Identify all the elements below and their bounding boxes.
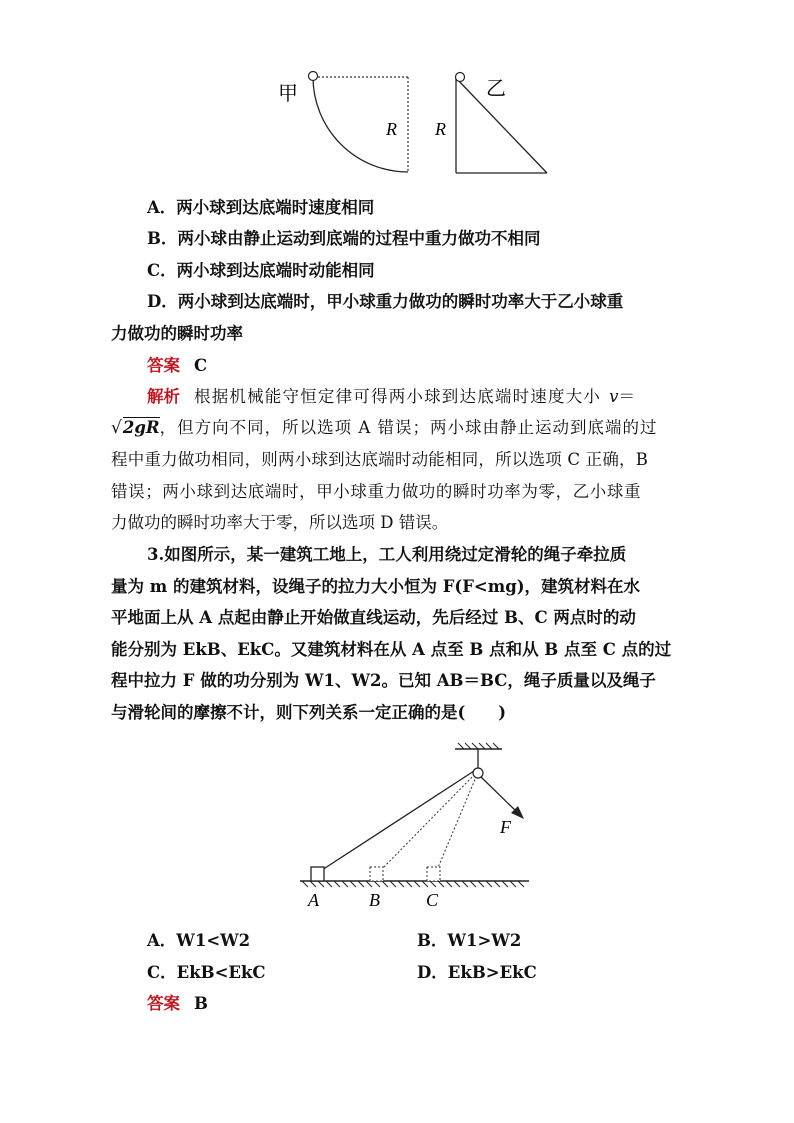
q3-answer <box>147 993 208 1015</box>
q3-stem-line5: 程中拉力 F 做的功分别为 W1、W2。已知 AB＝BC，绳子质量以及绳子 <box>111 671 656 690</box>
analysis-label: 解析 <box>147 387 180 406</box>
answer-value: C <box>194 356 208 375</box>
analysis-text-2: ，但方向不同，所以选项 A 错误；两小球由静止运动到底端的过 <box>159 418 658 437</box>
label-r-right: R <box>435 119 446 139</box>
q3-stem-line4: 能分别为 EkB、EkC。又建筑材料在从 A 点至 B 点和从 B 点至 C 点的过 <box>111 640 672 659</box>
label-f: F <box>500 817 511 837</box>
label-r-left: R <box>386 119 397 139</box>
label-a: A <box>308 890 319 910</box>
answer-label: 答案 <box>147 994 180 1013</box>
q2-analysis-line2 <box>111 417 657 439</box>
rope-pull <box>481 777 518 813</box>
q3-option-d: D．EkB>EkC <box>417 963 537 982</box>
q2-option-d-line1: D．两小球到达底端时，甲小球重力做功的瞬时功率大于乙小球重 <box>147 292 624 311</box>
label-yi: 乙 <box>486 78 506 100</box>
label-c: C <box>426 890 439 910</box>
q2-answer <box>147 355 207 377</box>
figure-pulley <box>292 735 542 915</box>
block-b <box>370 867 383 881</box>
ceiling-hatch <box>458 743 499 749</box>
label-jia: 甲 <box>278 83 298 105</box>
q2-option-d-line2: 力做功的瞬时功率 <box>111 324 243 343</box>
ground-hatch <box>302 881 524 887</box>
q2-option-c: C．两小球到达底端时动能相同 <box>147 261 375 280</box>
q2-option-b: B．两小球由静止运动到底端的过程中重力做功不相同 <box>147 229 541 248</box>
q2-analysis-line1 <box>147 386 635 408</box>
pulley <box>473 768 483 778</box>
block-c <box>427 867 440 881</box>
q3-stem-line1: 3.如图所示，某一建筑工地上，工人利用绕过定滑轮的绳子牵拉质 <box>147 545 627 564</box>
label-b: B <box>369 890 380 910</box>
q3-option-a: A．W1<W2 <box>147 931 251 950</box>
equals-sign: ＝ <box>618 387 635 406</box>
q3-stem-line6: 与滑轮间的摩擦不计，则下列关系一定正确的是( ) <box>111 703 507 722</box>
answer-value: B <box>194 994 208 1013</box>
q3-option-c: C．EkB<EkC <box>147 963 266 982</box>
q2-analysis-line4: 错误；两小球到达底端时，甲小球重力做功的瞬时功率为零，乙小球重 <box>111 482 642 501</box>
ball-jia <box>309 72 318 81</box>
rope-a <box>322 771 474 870</box>
q3-stem-line3: 平地面上从 A 点起由静止开始做直线运动，先后经过 B、C 两点时的动 <box>111 608 636 627</box>
block-a <box>311 867 324 881</box>
sqrt-radicand: 2gR <box>122 418 160 437</box>
q3-stem-line2: 量为 m 的建筑材料，设绳子的拉力大小恒为 F(F<mg)，建筑材料在水 <box>111 577 641 596</box>
q2-analysis-line3: 程中重力做功相同，则两小球到达底端时动能相同，所以选项 C 正确，B <box>111 450 649 469</box>
velocity-symbol: v <box>609 387 619 406</box>
q3-option-b: B．W1>W2 <box>417 931 522 950</box>
q2-option-a: A．两小球到达底端时速度相同 <box>147 198 375 217</box>
q2-analysis-line5: 力做功的瞬时功率大于零，所以选项 D 错误。 <box>111 513 449 532</box>
analysis-text-1: 根据机械能守恒定律可得两小球到达底端时速度大小 <box>194 387 602 406</box>
ball-yi <box>456 73 465 82</box>
figure-tracks <box>268 60 568 190</box>
sqrt-symbol: √ <box>111 418 122 438</box>
answer-label: 答案 <box>147 356 180 375</box>
